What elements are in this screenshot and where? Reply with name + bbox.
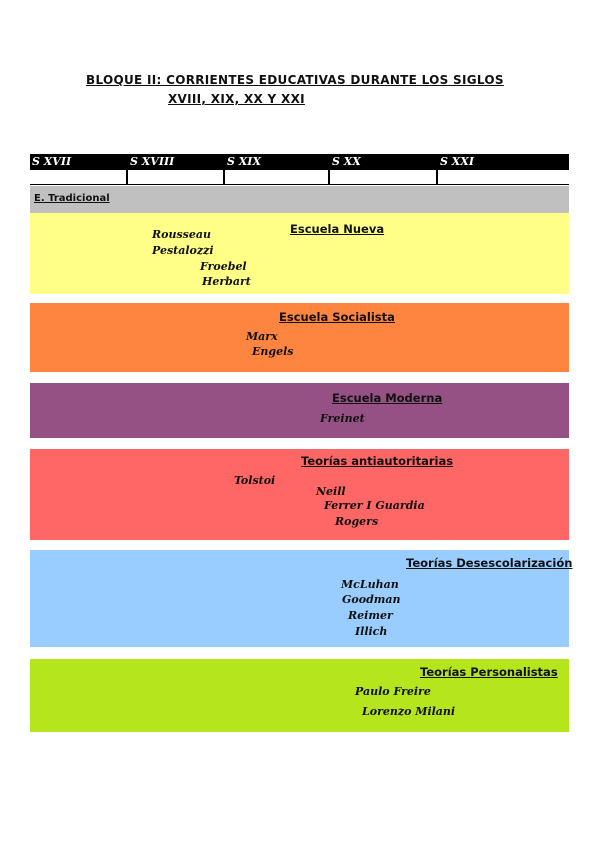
band-escuela-moderna <box>30 383 569 438</box>
band-title-teorias-desescolarizacion: Teorías Desescolarización <box>406 556 573 570</box>
century-s-xx: S XX <box>332 155 361 168</box>
author-rogers: Rogers <box>335 515 379 528</box>
author-marx: Marx <box>246 330 278 343</box>
band-escuela-tradicional <box>30 186 569 213</box>
century-s-xviii: S XVIII <box>130 155 175 168</box>
timeline-bar <box>30 154 569 170</box>
band-escuela-socialista <box>30 303 569 372</box>
author-engels: Engels <box>252 345 294 358</box>
author-herbart: Herbart <box>202 275 251 288</box>
author-neill: Neill <box>316 485 346 498</box>
tick-s-xx <box>328 154 330 185</box>
tick-s-xviii <box>126 154 128 185</box>
band-title-escuela-nueva: Escuela Nueva <box>290 222 385 236</box>
tick-s-xix <box>223 154 225 185</box>
tick-s-xxi <box>436 154 438 185</box>
century-timeline <box>30 154 569 185</box>
author-illich: Illich <box>355 625 388 638</box>
band-teorias-desescolarizacion <box>30 550 573 647</box>
author-rousseau: Rousseau <box>152 228 211 241</box>
author-reimer: Reimer <box>348 609 393 622</box>
band-title-escuela-socialista: Escuela Socialista <box>279 310 395 324</box>
timeline-baseline <box>30 184 569 185</box>
band-escuela-nueva <box>30 213 569 294</box>
author-paulo-freire: Paulo Freire <box>355 685 431 698</box>
author-goodman: Goodman <box>342 593 401 606</box>
century-s-xxi: S XXI <box>440 155 474 168</box>
author-froebel: Froebel <box>200 260 247 273</box>
band-teorias-personalistas <box>30 659 569 732</box>
author-mcluhan: McLuhan <box>341 578 399 591</box>
page-title-line-2: XVIII, XIX, XX Y XXI <box>168 92 305 106</box>
century-s-xix: S XIX <box>227 155 261 168</box>
band-title-teorias-personalistas: Teorías Personalistas <box>420 665 558 679</box>
author-freinet: Freinet <box>320 412 365 425</box>
author-tolstoi: Tolstoi <box>234 474 276 487</box>
band-label-tradicional: E. Tradicional <box>34 193 110 204</box>
century-s-xvii: S XVII <box>32 155 72 168</box>
page-title-line-1: BLOQUE II: CORRIENTES EDUCATIVAS DURANTE LOS SIGLOS <box>86 73 504 87</box>
author-pestalozzi: Pestalozzi <box>152 244 214 257</box>
band-title-teorias-antiautoritarias: Teorías antiautoritarias <box>301 454 454 468</box>
author-lorenzo-milani: Lorenzo Milani <box>362 705 456 718</box>
author-ferrer-i-guardia: Ferrer I Guardia <box>324 499 425 512</box>
band-teorias-antiautoritarias <box>30 449 569 540</box>
band-title-escuela-moderna: Escuela Moderna <box>332 391 443 405</box>
